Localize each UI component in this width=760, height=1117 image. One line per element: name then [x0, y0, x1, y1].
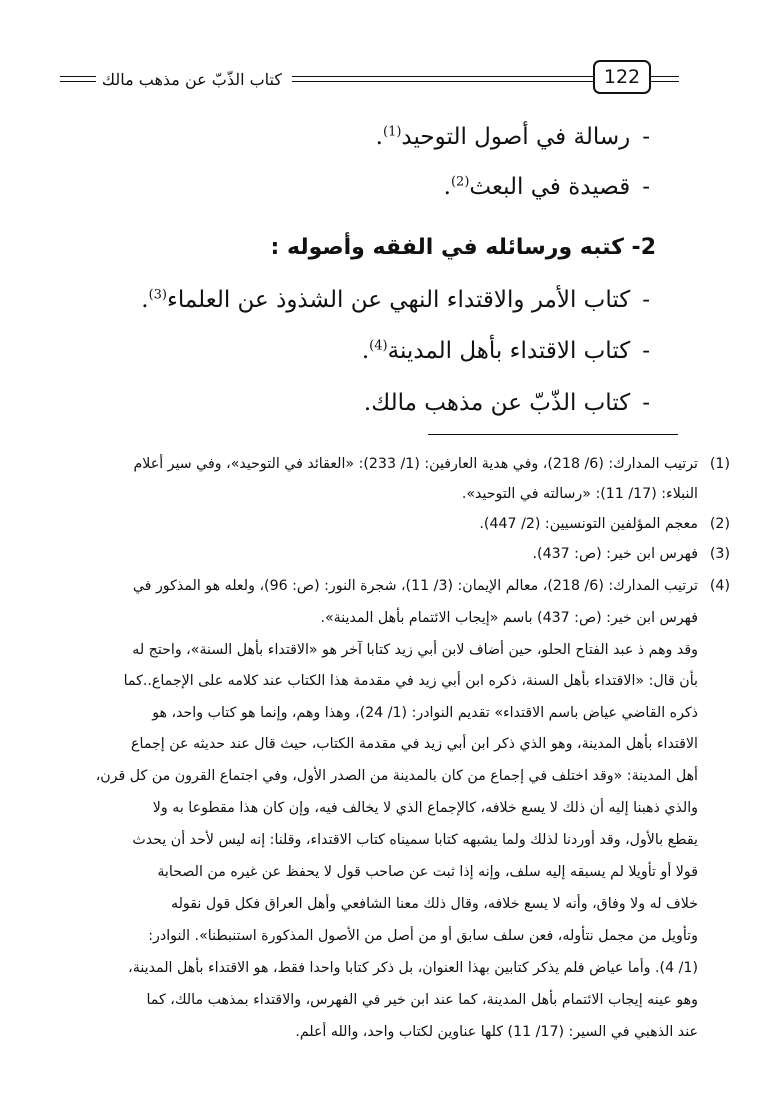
footnote-number: (4)	[709, 578, 730, 594]
list-item: -كتاب الذّبّ عن مذهب مالك.	[363, 390, 650, 416]
continuation-line: ذكره القاضي عياض باسم الاقتداء» تقديم النوادر: (1/ 24)، وهذا وهم، وإنما هو كتاب واحد، هو	[152, 705, 698, 721]
footnote-3: (3) فهرس ابن خير: (ص: 437).	[532, 546, 730, 562]
list-item: -كتاب الاقتداء بأهل المدينة$^{(4)}$.	[361, 338, 650, 364]
footnote-4-cont: فهرس ابن خير: (ص: 437) باسم «إيجاب الائتمام بأهل المدينة».	[320, 610, 698, 626]
footnote-number: (3)	[709, 546, 730, 562]
header-rule-mid-2	[292, 81, 593, 82]
footnote-number: (1)	[709, 456, 730, 472]
list-item: -كتاب الأمر والاقتداء النهي عن الشذوذ عن العلماء$^{(3)}$.	[141, 287, 650, 313]
continuation-line: بأن قال: «الاقتداء بأهل السنة، ذكره ابن أبي زيد في مقدمة هذا الكتاب عند كلامه على الإجماع..كما	[123, 673, 698, 689]
running-title: كتاب الذّبّ عن مذهب مالك	[101, 70, 282, 89]
header-rule-left	[60, 76, 96, 77]
continuation-line: والذي ذهبنا إليه أن ذلك لا يسع خلافه، كالإجماع الذي لا يخالف فيه، وإن كان هذا مقطوعا به ولا	[152, 800, 698, 816]
continuation-line: وهو عينه إيجاب الائتمام بأهل المدينة، كما عند ابن خير في الفهرس، والاقتداء بمذهب مالك، كما	[146, 992, 698, 1008]
list-item: -رسالة في أصول التوحيد$^{(1)}$.	[375, 124, 650, 150]
continuation-line: يقطع بالأول، وقد أوردنا لذلك ولما يشبهه كتابا سميناه كتاب الاقتداء، وقلنا: إنه ليس لأحد أن يحدث	[132, 832, 698, 848]
header-rule-mid	[292, 76, 593, 77]
footnote-separator	[428, 434, 678, 435]
continuation-line: عند الذهبي في السير: (17/ 11) كلها عناوين لكتاب واحد، والله أعلم.	[295, 1024, 698, 1040]
footnote-4: (4) ترتيب المدارك: (6/ 218)، معالم الإيمان: (3/ 11)، شجرة النور: (ص: 96)، ولعله هو المذكور في	[132, 578, 730, 594]
header-rule-right-2	[649, 81, 679, 82]
continuation-line: وقد وهم ذ عبد الفتاح الحلو، حين أضاف لابن أبي زيد كتابا آخر هو «الاقتداء بأهل السنة»، واحتج له	[132, 642, 698, 658]
footnote-2: (2) معجم المؤلفين التونسيين: (2/ 447).	[479, 516, 730, 532]
list-item: -قصيدة في البعث$^{(2)}$.	[443, 174, 650, 200]
footnote-1-cont: النبلاء: (17/ 11): «رسالته في التوحيد».	[461, 486, 698, 502]
continuation-line: وتأويل من مجمل نتأوله، فعن سلف سابق أو من أصل من الأصول المذكورة استنبطنا». النوادر:	[148, 928, 698, 944]
section-heading: 2- كتبه ورسائله في الفقه وأصوله :	[270, 235, 656, 260]
continuation-line: قولا أو تأويلا لم يسبقه إليه سلف، وإنه إذا ثبت عن صاحب قول لا يحفظ عن غيره من الصحابة	[157, 864, 698, 880]
continuation-line: أهل المدينة: «وقد اختلف في إجماع من كان بالمدينة من الصدر الأول، وفي اجتماع القرون من كل قرن،	[95, 768, 698, 784]
footnote-number: (2)	[709, 516, 730, 532]
page-number: 122	[593, 60, 651, 94]
footnote-1: (1) ترتيب المدارك: (6/ 218)، وفي هدية العارفين: (1/ 233): «العقائد في التوحيد»، وفي سير أعلام	[133, 456, 730, 472]
continuation-line: خلاف له ولا وفاق، وأنه لا يسع خلافه، وقال ذلك معنا الشافعي وأهل العراق فكل قول نقوله	[171, 896, 698, 912]
continuation-line: (1/ 4). وأما عياض فلم يذكر كتابين بهذا العنوان، بل ذكر كتابا واحدا فقط، هو الاقتداء بأهل المدينة،	[128, 960, 698, 976]
header-rule-left-2	[60, 81, 96, 82]
header-rule-right	[649, 76, 679, 77]
continuation-line: الاقتداء بأهل المدينة، وهو الذي ذكر ابن أبي زيد في مقدمة الكتاب، حيث قال عند حديثه عن إجماع	[131, 736, 698, 752]
